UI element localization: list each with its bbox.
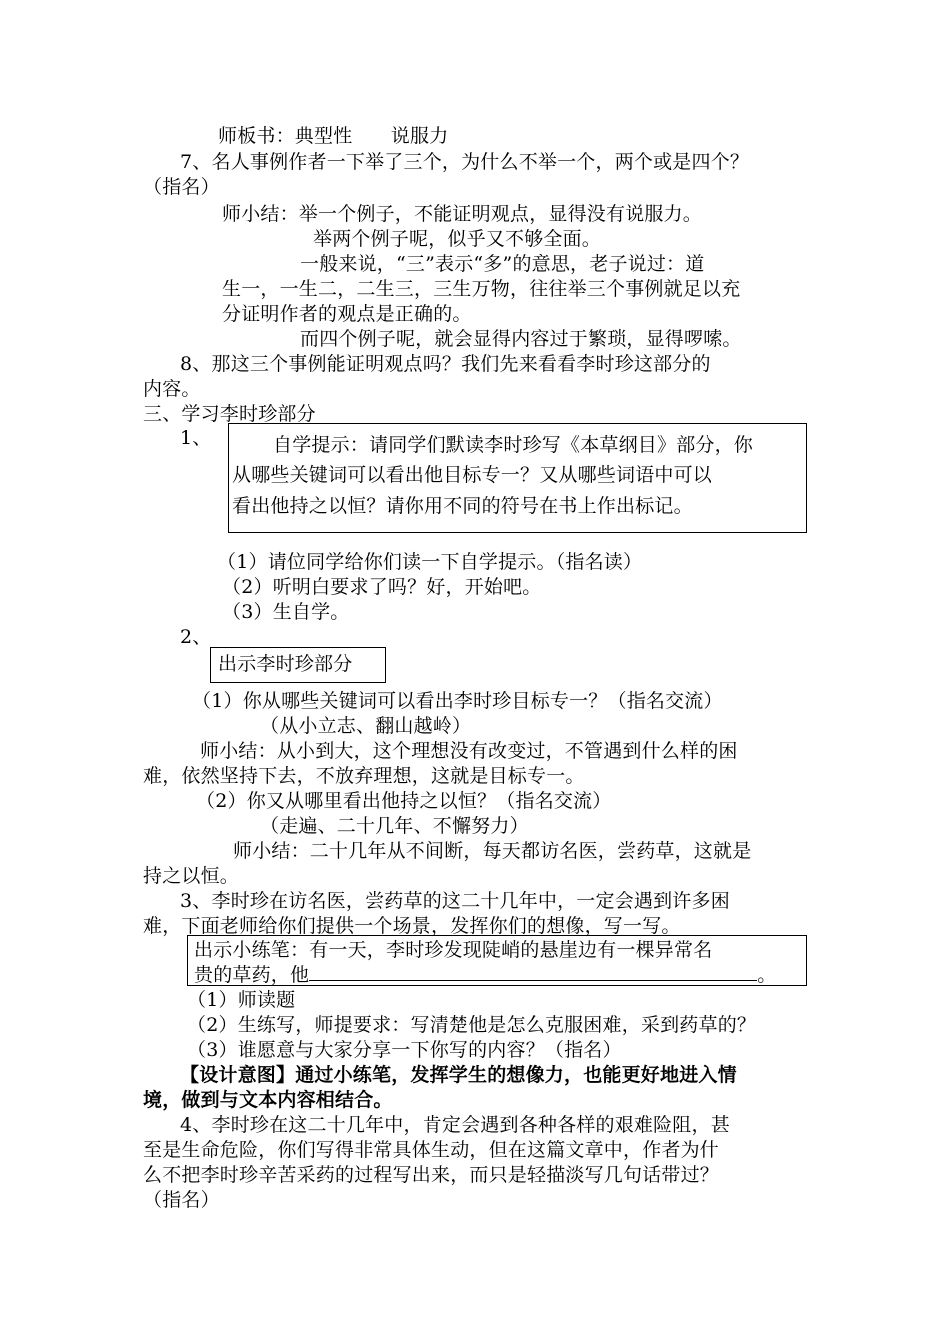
box-text: 出示李时珍部分 [218,653,353,675]
text-line: （指名） [143,176,220,198]
text-line: （指名） [143,1189,220,1211]
text-line: 3、李时珍在访名医，尝药草的这二十几年中，一定会遇到许多困 [180,890,730,912]
text-line: 4、李时珍在这二十几年中，肯定会遇到各种各样的艰难险阻，甚 [180,1114,730,1136]
text-line: 8、那这三个事例能证明观点吗？我们先来看看李时珍这部分的 [180,353,711,375]
text-line: （3）谁愿意与大家分享一下你写的内容？（指名） [187,1039,622,1061]
text-line: 内容。 [143,378,201,400]
text-line: （1）你从哪些关键词可以看出李时珍目标专一？（指名交流） [192,690,723,712]
text-line: 分证明作者的观点是正确的。 [222,303,472,325]
design-intent-line: 【设计意图】通过小练笔，发挥学生的想像力，也能更好地进入情 [180,1064,737,1086]
text-line: 师小结：举一个例子，不能证明观点，显得没有说服力。 [222,203,703,225]
box-text: 从哪些关键词可以看出他目标专一？又从哪些词语中可以 [232,464,713,486]
text-line: （3）生自学。 [222,601,350,623]
section-heading: 三、学习李时珍部分 [143,403,316,425]
box-text: 出示小练笔：有一天，李时珍发现陡峭的悬崖边有一棵异常名 [194,939,713,961]
text-line: 师小结：从小到大，这个理想没有改变过，不管遇到什么样的困 [200,740,738,762]
text-line: （1）请位同学给你们读一下自学提示。（指名读） [217,551,643,573]
fill-in-blank [309,962,757,981]
text-line: （1）师读题 [187,989,296,1011]
text-line: 举两个例子呢，似乎又不够全面。 [313,228,602,250]
text-line: （2）听明白要求了吗？好，开始吧。 [222,576,542,598]
text-line: 难，下面老师给你们提供一个场景，发挥你们的想像，写一写。 [143,915,681,937]
item-number: 1、 [180,427,212,449]
text-line: 7、名人事例作者一下举了三个，为什么不举一个，两个或是四个？ [180,151,750,173]
box-text-start: 贵的草药，他 [194,964,310,986]
box-text: 看出他持之以恒？请你用不同的符号在书上作出标记。 [232,495,693,517]
text-line: 么不把李时珍辛苦采药的过程写出来，而只是轻描淡写几句话带过？ [143,1164,720,1186]
text-line: （2）生练写，师提要求：写清楚他是怎么克服困难，采到药草的？ [187,1014,757,1036]
text-line: 持之以恒。 [143,865,240,887]
box-text-end: 。 [757,964,777,986]
item-number: 2、 [180,626,212,648]
text-line: 生一，一生二，二生三，三生万物，往往举三个事例就足以充 [222,278,741,300]
text-line: 师板书：典型性 说服力 [218,125,449,147]
text-line: （2）你又从哪里看出他持之以恒？（指名交流） [196,790,612,812]
design-intent-line: 境，做到与文本内容相结合。 [143,1089,393,1111]
text-line: 难，依然坚持下去，不放弃理想，这就是目标专一。 [143,765,585,787]
text-line: （从小立志、翻山越岭） [260,715,472,737]
text-line: 至是生命危险，你们写得非常具体生动，但在这篇文章中，作者为什 [143,1139,720,1161]
text-line: 一般来说，“三”表示“多”的意思，老子说过：道 [300,253,705,275]
box-text: 自学提示：请同学们默读李时珍写《本草纲目》部分，你 [273,434,754,456]
text-line: 而四个例子呢，就会显得内容过于繁琐，显得啰嗦。 [300,328,742,350]
text-line: 师小结：二十几年从不间断，每天都访名医，尝药草，这就是 [233,840,752,862]
box-text [194,962,776,987]
text-line: （走遍、二十几年、不懈努力） [260,815,529,837]
